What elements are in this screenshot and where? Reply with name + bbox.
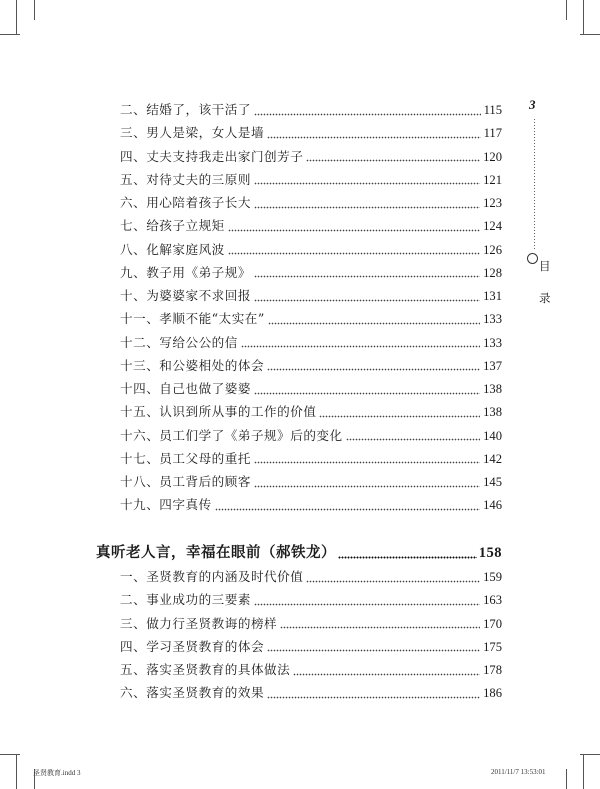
dot-leader: [319, 406, 480, 418]
dot-leader: [267, 127, 481, 139]
entry-page: 186: [483, 686, 502, 701]
crop-mark: [583, 755, 584, 789]
toc-list-part: [120, 565, 502, 705]
entry-title: 十六、员工们学了《弟子规》后的变化: [120, 427, 343, 443]
entry-page: 178: [483, 663, 502, 677]
entry-title: 四、丈夫支持我走出家门创芳子: [120, 148, 304, 164]
dot-leader: [215, 499, 480, 511]
toc-entry[interactable]: [120, 168, 502, 191]
entry-page: 175: [483, 639, 502, 654]
page-number: 3: [529, 97, 536, 112]
dot-leader: [306, 150, 480, 162]
ring-icon: [527, 253, 538, 264]
dot-leader: [254, 290, 480, 302]
toc-entry[interactable]: [120, 331, 502, 354]
dot-leader: [254, 383, 480, 395]
entry-page: 163: [483, 593, 502, 608]
entry-page: 159: [483, 570, 502, 584]
crop-mark: [16, 755, 17, 789]
dot-leader: [293, 664, 480, 676]
toc-entry[interactable]: [120, 493, 502, 516]
entry-title: 九、教子用《弟子规》: [120, 264, 251, 280]
entry-title: 三、做力行圣贤教诲的榜样: [120, 615, 278, 631]
entry-title: 十八、员工背后的顾客: [120, 474, 251, 489]
vertical-dot-rule: [533, 118, 536, 250]
entry-title: 八、化解家庭风波: [120, 241, 225, 257]
toc-entry[interactable]: [120, 284, 502, 307]
entry-page: 138: [483, 382, 502, 396]
toc-entry[interactable]: [120, 565, 502, 588]
dot-leader: [254, 452, 480, 464]
toc-entry[interactable]: [120, 354, 502, 377]
side-section-label: [539, 250, 553, 314]
part-page: 158: [478, 545, 502, 561]
entry-title: 七、给孩子立规矩: [120, 218, 225, 234]
entry-page: 142: [483, 451, 502, 466]
entry-page: 133: [483, 312, 502, 327]
entry-page: 117: [483, 126, 502, 141]
crop-mark: [583, 0, 584, 34]
entry-title: 五、落实圣贤教育的具体做法: [120, 662, 291, 677]
part-title: 真听老人言，幸福在眼前（郝铁龙）: [96, 544, 336, 561]
toc-entry[interactable]: [120, 191, 502, 214]
entry-title: 五、对待丈夫的三原则: [120, 171, 251, 187]
toc-entry[interactable]: [120, 588, 502, 611]
dot-leader: [306, 571, 480, 583]
dot-leader: [254, 197, 480, 209]
toc-entry[interactable]: [120, 307, 502, 330]
dot-leader: [254, 104, 481, 116]
toc-entry[interactable]: [120, 121, 502, 144]
crop-mark: [580, 34, 600, 35]
entry-title: 十一、孝顺不能“太实在”: [120, 311, 265, 327]
entry-title: 十七、员工父母的重托: [120, 450, 251, 466]
entry-page: 146: [483, 498, 502, 513]
entry-page: 138: [483, 405, 502, 420]
entry-page: 128: [483, 265, 502, 280]
toc-entry[interactable]: [120, 261, 502, 284]
crop-mark: [34, 0, 35, 20]
dot-leader: [254, 476, 480, 488]
entry-page: 131: [483, 289, 502, 303]
crop-mark: [566, 0, 567, 20]
entry-title: 十、为婆婆家不求回报: [120, 288, 251, 303]
dot-leader: [254, 173, 480, 185]
entry-title: 十四、自己也做了婆婆: [120, 381, 251, 396]
entry-page: 126: [483, 242, 502, 257]
toc-part-heading[interactable]: [96, 541, 502, 565]
toc-entry[interactable]: [120, 400, 502, 423]
toc-entry[interactable]: [120, 145, 502, 168]
dot-leader: [254, 266, 480, 278]
entry-title: 十五、认识到所从事的工作的价值: [120, 404, 317, 420]
toc-entry[interactable]: [120, 681, 502, 704]
entry-page: 133: [483, 335, 502, 350]
dot-leader: [241, 336, 480, 348]
toc-entry[interactable]: [120, 98, 502, 121]
entry-title: 十三、和公婆相处的体会: [120, 357, 265, 373]
toc-entry[interactable]: [120, 238, 502, 261]
entry-page: 115: [483, 103, 502, 117]
toc-entry[interactable]: [120, 424, 502, 447]
dot-leader: [280, 617, 480, 629]
entry-title: 二、事业成功的三要素: [120, 592, 251, 608]
dot-leader: [228, 243, 480, 255]
entry-page: 170: [483, 616, 502, 631]
toc-entry[interactable]: [120, 635, 502, 658]
toc-entry[interactable]: [120, 214, 502, 237]
dot-leader: [346, 429, 481, 441]
toc-entry[interactable]: [120, 612, 502, 635]
entry-title: 十九、四字真传: [120, 497, 212, 513]
entry-page: 145: [483, 475, 502, 489]
side-label-char: 录: [539, 291, 551, 305]
entry-page: 124: [483, 219, 502, 234]
entry-title: 二、结婚了，该干活了: [120, 102, 251, 117]
toc-entry[interactable]: [120, 470, 502, 493]
side-label-char: 目: [539, 259, 551, 273]
dot-leader: [254, 594, 480, 606]
toc-entry[interactable]: [120, 377, 502, 400]
toc-entry[interactable]: [120, 447, 502, 470]
entry-title: 六、落实圣贤教育的效果: [120, 685, 265, 701]
dot-leader: [268, 313, 480, 325]
toc-list: [120, 98, 502, 517]
crop-mark: [0, 754, 20, 755]
dot-leader: [267, 687, 480, 699]
entry-page: 123: [483, 196, 502, 210]
dot-leader: [228, 220, 480, 232]
print-slug-timestamp: 2011/11/7 13:53:01: [491, 768, 546, 776]
entry-title: 三、男人是梁，女人是墙: [120, 125, 265, 141]
entry-page: 137: [483, 358, 502, 373]
crop-mark: [0, 34, 20, 35]
dot-leader: [267, 359, 480, 371]
crop-mark: [16, 0, 17, 34]
dot-leader: [338, 547, 477, 559]
entry-title: 六、用心陪着孩子长大: [120, 195, 251, 210]
print-slug-file: 圣贤教育.indd 3: [33, 769, 81, 777]
toc-entry[interactable]: [120, 658, 502, 681]
crop-mark: [566, 769, 567, 789]
entry-page: 140: [483, 428, 502, 443]
entry-title: 一、圣贤教育的内涵及时代价值: [120, 569, 304, 584]
crop-mark: [580, 754, 600, 755]
entry-title: 四、学习圣贤教育的体会: [120, 638, 265, 654]
entry-page: 120: [483, 149, 502, 164]
dot-leader: [267, 640, 480, 652]
entry-page: 121: [483, 172, 502, 187]
entry-title: 十二、写给公公的信: [120, 334, 238, 350]
